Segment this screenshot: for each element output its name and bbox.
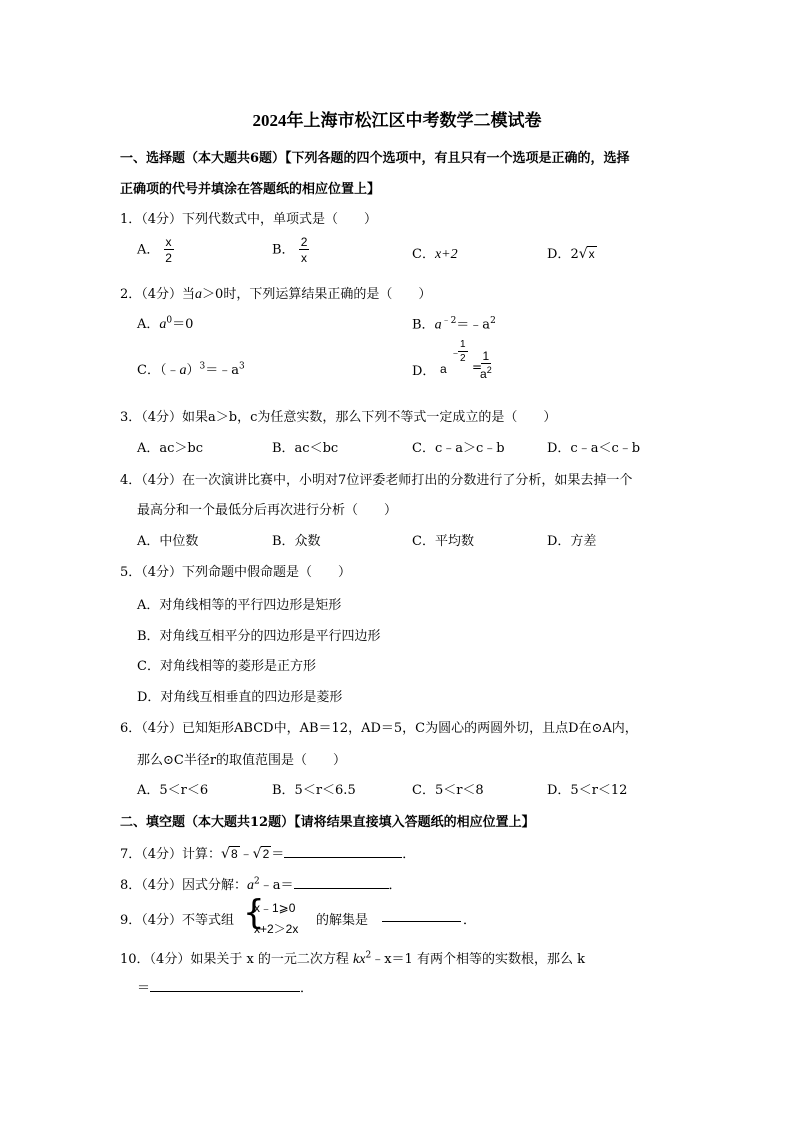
fraction: $\frac{2}{x}$ (300, 235, 308, 265)
answer-blank[interactable] (294, 878, 389, 889)
q6-stem-cont: 那么⊙C半径r的取值范围是（ ） (137, 753, 347, 768)
q1-stem: 1．（4分）下列代数式中，单项式是（ ） (120, 212, 378, 227)
fraction: $\frac{1}{a^2}$ (480, 349, 492, 381)
q10: 10．（4分）如果关于 x 的一元二次方程 $kx^2﹣x=1$ 有两个相等的实数根，那么 k (120, 950, 585, 967)
section2-heading: 二、填空题（本大题共12题）【请将结果直接填入答题纸的相应位置上】 (120, 815, 535, 830)
q6-option-d: D．5＜r＜12 (547, 783, 628, 798)
q6-option-c: C．5＜r＜8 (412, 783, 484, 798)
q3-option-b: B．ac＜bc (272, 441, 339, 456)
q6-stem: 6．（4分）已知矩形ABCD中，AB＝12，AD＝5，C为圆心的两圆外切，且点D在⊙A内， (120, 721, 638, 736)
option-label: C． (412, 247, 435, 262)
q7: 7．（4分）计算：√8 ﹣√2 ＝ ． (120, 846, 416, 862)
q4-stem: 4．（4分）在一次演讲比赛中，小明对7位评委老师打出的分数进行了分析，如果去掉一个 (120, 473, 633, 488)
q5-option-d: D．对角线互相垂直的四边形是菱形 (137, 690, 343, 705)
q5-option-c: C．对角线相等的菱形是正方形 (137, 659, 316, 674)
fraction: $\frac{x}{2}$ (165, 235, 172, 265)
q4-option-b: B．众数 (272, 534, 321, 549)
q3-stem: 3．（4分）如果a＞b，c为任意实数，那么下列不等式一定成立的是（ ） (120, 410, 557, 425)
radical-icon: √ (578, 246, 588, 262)
q5-option-b: B．对角线互相平分的四边形是平行四边形 (137, 629, 381, 644)
q1-option-a (137, 236, 174, 264)
q4-option-c: C．平均数 (412, 534, 474, 549)
q5-option-a: A．对角线相等的平行四边形是矩形 (137, 598, 342, 613)
option-label: D． (547, 247, 571, 262)
radical-icon: √ (252, 846, 262, 862)
section1-heading-cont: 正确项的代号并填涂在答题纸的相应位置上】 (120, 182, 381, 197)
q1-option-c: C．x+2 (412, 247, 458, 262)
q2-option-a: A．$a^0=0$ (137, 315, 194, 332)
q3-option-c: C．c﹣a＞c﹣b (412, 441, 505, 456)
q1-option-b (272, 236, 309, 264)
option-label: B． (272, 242, 295, 258)
page-title: 2024年上海市松江区中考数学二模试卷 (252, 111, 542, 130)
q4-option-a: A．中位数 (137, 534, 199, 549)
q2-option-c: C．$(﹣a)^3=﹣a^3$ (137, 361, 245, 378)
radical-icon: √ (221, 846, 230, 862)
answer-blank[interactable] (150, 981, 300, 992)
q5-stem: 5．（4分）下列命题中假命题是（ ） (120, 565, 352, 580)
answer-blank[interactable] (382, 911, 461, 922)
brace-icon: { (243, 893, 265, 933)
q4-option-d: D．方差 (547, 534, 597, 549)
q3-option-a: A．ac＞bc (137, 441, 204, 456)
q1-option-d: D．2√x (547, 246, 595, 262)
q2-stem: 2．（4分）当a＞0时，下列运算结果正确的是（ ） (120, 287, 432, 302)
exponent-fraction: $\frac{1}{2}$ (460, 339, 466, 364)
q2-option-b: B．$a^{﹣2}=﹣a^2$ (412, 316, 496, 333)
q6-option-b: B．5＜r＜6.5 (272, 783, 356, 798)
answer-blank[interactable] (284, 847, 402, 858)
q3-option-d: D．c﹣a＜c﹣b (547, 441, 641, 456)
option-label: A． (137, 242, 160, 258)
section1-heading: 一、选择题（本大题共6题）【下列各题的四个选项中，有且只有一个选项是正确的，选择 (120, 151, 630, 166)
q10-cont: ＝ ． (137, 981, 314, 996)
q6-option-a: A．5＜r＜6 (137, 783, 209, 798)
q8: 8．（4分）因式分解：$a^2﹣a=$ ． (120, 876, 402, 893)
q4-stem-cont: 最高分和一个最低分后再次进行分析（ ） (137, 503, 398, 518)
